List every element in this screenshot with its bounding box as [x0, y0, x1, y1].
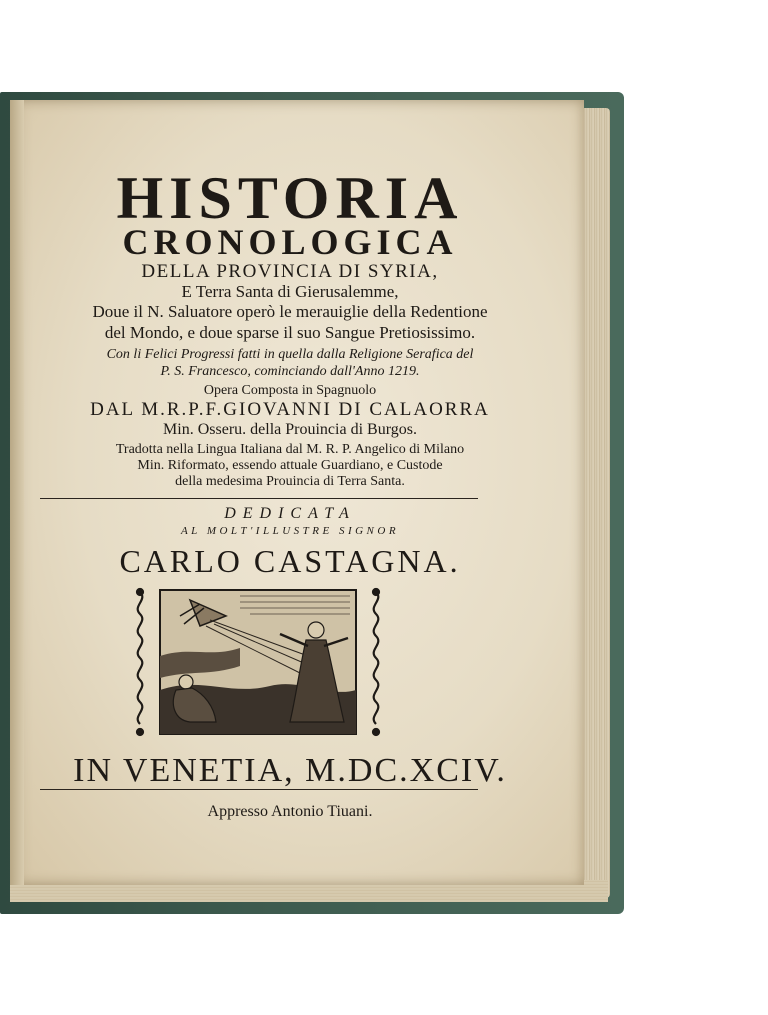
dedication-heading: DEDICATA: [224, 505, 356, 522]
translator-line-1: Tradotta nella Lingua Italiana dal M. R. P. Angelico di Milano: [115, 442, 465, 457]
italic-line-2: P. S. Francesco, cominciando dall'Anno 1219.: [160, 364, 420, 379]
ornament-border-left: [137, 589, 143, 735]
subtitle-provincia: DELLA PROVINCIA DI SYRIA,: [141, 261, 439, 282]
ornament-border-right: [373, 589, 379, 735]
imprint-place-date: IN VENETIA, M.DC.XCIV.: [73, 752, 507, 789]
description-line-1: Doue il N. Saluatore operò le merauiglie della Redentione: [92, 302, 488, 321]
printer-line: Appresso Antonio Tiuani.: [207, 803, 373, 820]
opera-line: Opera Composta in Spagnuolo: [203, 383, 377, 398]
italic-line-1: Con li Felici Progressi fatti in quella dalla Religione Serafica del: [106, 347, 474, 362]
description-line-2: del Mondo, e doue sparse il suo Sangue Pretiosissimo.: [104, 323, 476, 342]
author-line: DAL M.R.P.F.GIOVANNI DI CALAORRA: [90, 399, 490, 420]
title-historia: HISTORIA: [116, 165, 464, 231]
woodcut-illustration: [130, 586, 388, 738]
title-cronologica: CRONOLOGICA: [122, 222, 458, 262]
translator-line-2: Min. Riformato, essendo attuale Guardiano, e Custode: [137, 458, 443, 473]
translator-line-3: della medesima Prouincia di Terra Santa.: [175, 474, 405, 489]
author-order-line: Min. Osseru. della Prouincia di Burgos.: [163, 421, 417, 438]
subtitle-terra-santa: E Terra Santa di Gierusalemme,: [181, 282, 399, 301]
divider-rule-bottom: [40, 789, 478, 790]
dedication-salutation: AL MOLT'ILLUSTRE SIGNOR: [180, 525, 400, 537]
dedicatee-name: CARLO CASTAGNA.: [119, 543, 461, 579]
page-gutter: [10, 100, 24, 885]
divider-rule-top: [40, 498, 478, 499]
